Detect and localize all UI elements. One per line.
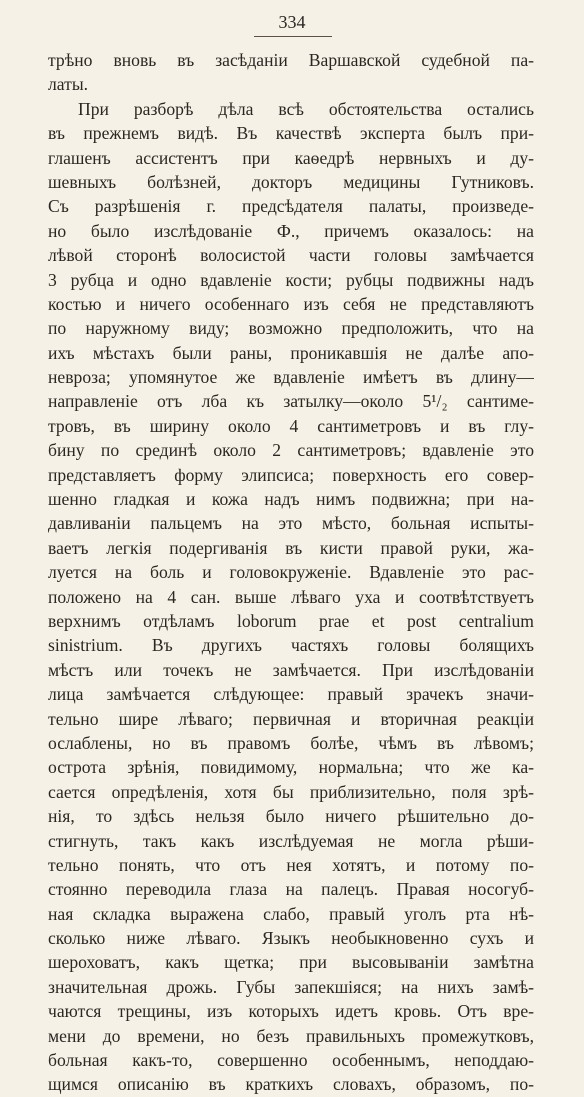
text-line: ваетъ легкія подергиванія въ кисти правой руки, жа-: [48, 537, 534, 558]
text-line: шенно гладкая и кожа надъ нимъ подвижна; при на-: [48, 489, 534, 510]
text-line: положено на 4 сан. выше лѣваго уха и соотвѣтствуетъ: [48, 586, 534, 607]
text-line: тельно шире лѣваго; первичная и вторичная реакціи: [48, 708, 534, 729]
text-line: нія, то здѣсь нельзя было ничего рѣшительно до-: [48, 806, 534, 827]
text-line: костью и ничего особеннаго изъ себя не представляютъ: [48, 293, 534, 314]
text-line: мѣстъ или точекъ не замѣчается. При изслѣдованіи: [48, 659, 534, 680]
text-line: шевныхъ болѣзней, докторъ медицины Гутниковъ.: [48, 171, 534, 192]
text-line: мени до времени, но безъ правильныхъ промежутковъ,: [48, 1025, 534, 1046]
text-line: острота зрѣнія, повидимому, нормальна; что же ка-: [48, 757, 534, 778]
text-line: шероховатъ, какъ щетка; при высовываніи замѣтна: [48, 952, 534, 973]
text-line: sinistrium. Въ другихъ частяхъ головы болящихъ: [48, 635, 534, 656]
text-line: лѣвой сторонѣ волосистой части головы замѣчается: [48, 245, 534, 266]
text-line: тельно понять, что отъ нея хотятъ, и потому по-: [48, 854, 534, 875]
text-line: значительная дрожь. Губы запекшіяся; на нихъ замѣ-: [48, 976, 534, 997]
text-line: въ прежнемъ видѣ. Въ качествѣ эксперта былъ при-: [48, 123, 534, 144]
text-line: направленіе отъ лба къ затылку—около 5¹/₂ сантиме-: [48, 391, 534, 412]
text-line: ихъ мѣстахъ были раны, проникавшія не далѣе апо-: [48, 342, 534, 363]
text-line: стоянно переводила глаза на палецъ. Правая носогуб-: [48, 879, 534, 900]
text-line: стигнуть, такъ какъ изслѣдуемая не могла рѣши-: [48, 830, 534, 851]
text-line: латы.: [48, 74, 89, 95]
text-line: ослаблены, но въ правомъ болѣе, чѣмъ въ лѣвомъ;: [48, 732, 534, 753]
text-line: верхнимъ отдѣламъ loborum prae et post centralium: [48, 610, 534, 631]
text-line: ная складка выражена слабо, правый уголъ рта нѣ-: [48, 903, 534, 924]
text-line: луется на боль и головокруженіе. Вдавленіе это рас-: [48, 562, 534, 583]
text-line: сается опредѣленія, хотя бы приблизительно, поля зрѣ-: [48, 781, 534, 802]
text-line: давливаніи пальцемъ на это мѣсто, больная испыты-: [48, 513, 534, 534]
page-text: [48, 48, 534, 1097]
text-line: представляетъ форму элипсиса; поверхность его совер-: [48, 464, 534, 485]
text-line: сколько ниже лѣваго. Языкъ необыкновенно сухъ и: [48, 928, 534, 949]
text-line: по наружному виду; возможно предположить, что на: [48, 318, 534, 339]
text-line: но было изслѣдованіе Ф., причемъ оказалось: на: [48, 220, 534, 241]
text-line: щимся описанію въ краткихъ словахъ, образомъ, по-: [48, 1074, 534, 1095]
text-line: лица замѣчается слѣдующее: правый зрачекъ значи-: [48, 684, 534, 705]
text-line: 3 рубца и одно вдавленіе кости; рубцы подвижны надъ: [48, 269, 534, 290]
page-number-rule: [254, 36, 332, 37]
text-line: больная какъ-то, совершенно особеннымъ, неподдаю-: [48, 1050, 534, 1071]
text-line: невроза; упомянутое же вдавленіе имѣетъ въ длину—: [48, 367, 534, 388]
text-line: Съ разрѣшенія г. предсѣдателя палаты, произведе-: [48, 196, 534, 217]
text-line: трѣно вновь въ засѣданіи Варшавской судебной па-: [48, 50, 534, 70]
text-line: бину по срединѣ около 2 сантиметровъ; вдавленіе это: [48, 440, 534, 461]
text-line: тровъ, въ ширину около 4 сантиметровъ и въ глу-: [48, 415, 534, 436]
text-line: глашенъ ассистентъ при каѳедрѣ нервныхъ и ду-: [48, 147, 534, 168]
text-line: При разборѣ дѣла всѣ обстоятельства остались: [78, 98, 534, 119]
text-line: чаются трещины, изъ которыхъ идетъ кровь. Отъ вре-: [48, 1001, 534, 1022]
page-number: 334: [278, 12, 306, 32]
